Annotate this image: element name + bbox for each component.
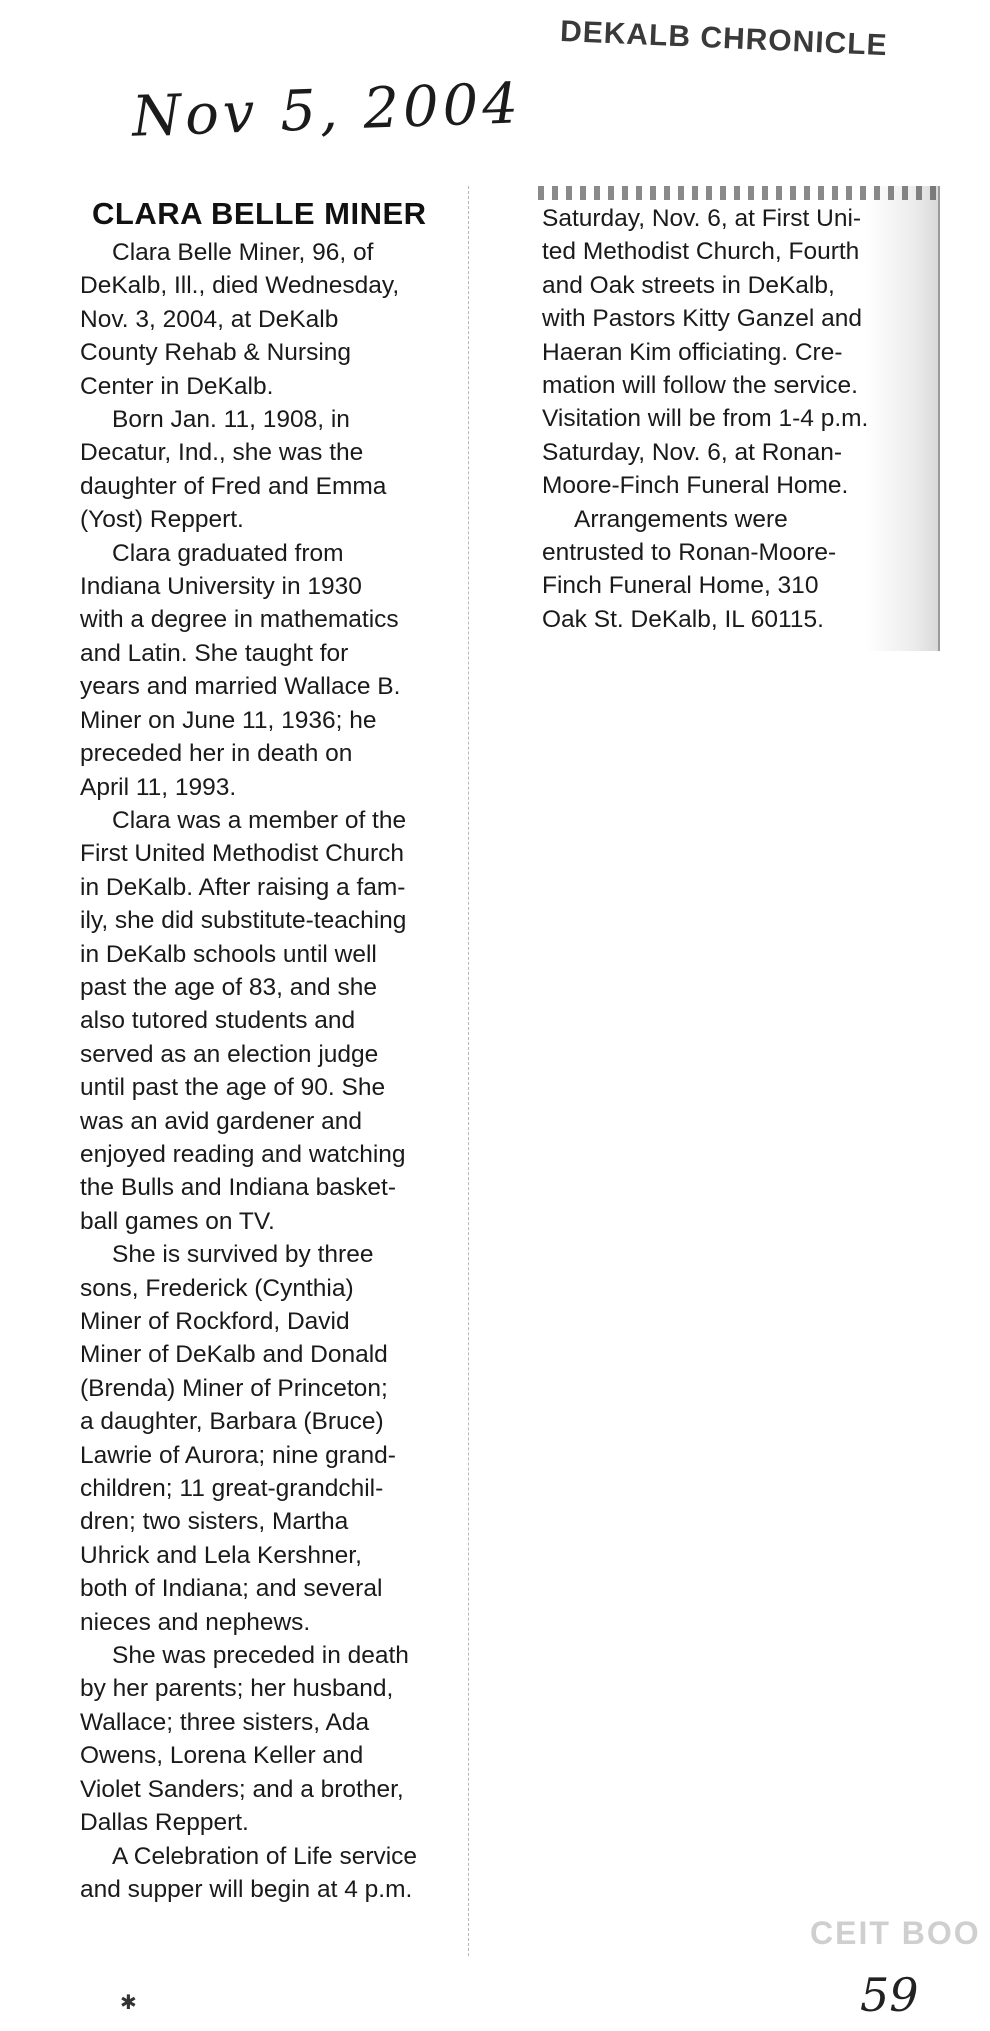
paragraph-line: Dallas Reppert.: [80, 1809, 249, 1837]
paragraph-line: nieces and nephews.: [80, 1608, 311, 1636]
paragraph-line: Violet Sanders; and a brother,: [80, 1775, 404, 1803]
paragraph-line: a daughter, Barbara (Bruce): [80, 1408, 384, 1436]
paragraph-line: Finch Funeral Home, 310: [542, 572, 819, 600]
paragraph-line: Saturday, Nov. 6, at First Uni-: [542, 205, 862, 232]
paragraph-line: Arrangements were: [574, 505, 788, 533]
paragraph-line: entrusted to Ronan-Moore-: [542, 539, 837, 567]
paragraph-line: First United Methodist Church: [80, 840, 405, 868]
obituary-paragraph: [80, 236, 468, 403]
paragraph-line: the Bulls and Indiana basket-: [80, 1174, 396, 1202]
obituary-right-column: [538, 186, 940, 651]
paragraph-line: until past the age of 90. She: [80, 1074, 386, 1102]
paragraph-line: ball games on TV.: [80, 1207, 275, 1235]
handwritten-page-number: 59: [860, 1968, 919, 2022]
ink-speck-icon: ✱: [120, 1992, 137, 2014]
paragraph-line: April 11, 1993.: [80, 773, 237, 801]
paragraph-line: (Yost) Reppert.: [80, 506, 244, 534]
paragraph-line: Miner of DeKalb and Donald: [80, 1341, 388, 1369]
paragraph-line: A Celebration of Life service: [112, 1842, 418, 1870]
paragraph-line: in DeKalb schools until well: [80, 940, 377, 968]
paragraph-line: and Latin. She taught for: [80, 639, 349, 667]
paragraph-line: daughter of Fred and Emma: [80, 472, 387, 500]
paragraph-line: Visitation will be from 1-4 p.m.: [542, 405, 869, 433]
obituary-paragraph: [80, 1840, 468, 1907]
paragraph-line: also tutored students and: [80, 1007, 356, 1035]
paragraph-line: Owens, Lorena Keller and: [80, 1742, 364, 1770]
paragraph-line: ily, she did substitute-teaching: [80, 907, 407, 935]
obituary-paragraph: [80, 537, 468, 804]
obituary-paragraph: [80, 1238, 468, 1639]
paragraph-line: by her parents; her husband,: [80, 1675, 394, 1703]
paragraph-line: Nov. 3, 2004, at DeKalb: [80, 305, 339, 333]
paragraph-line: ted Methodist Church, Fourth: [542, 238, 860, 266]
paragraph-line: with a degree in mathematics: [80, 606, 399, 634]
paragraph-line: sons, Frederick (Cynthia): [80, 1274, 354, 1302]
paragraph-line: children; 11 great-grandchil-: [80, 1475, 384, 1503]
paragraph-line: Miner on June 11, 1936; he: [80, 706, 377, 734]
paragraph-line: Wallace; three sisters, Ada: [80, 1708, 370, 1736]
obituary-paragraph: [80, 403, 468, 537]
paragraph-line: (Brenda) Miner of Princeton;: [80, 1374, 388, 1402]
paragraph-line: Clara was a member of the: [112, 806, 407, 834]
paragraph-line: past the age of 83, and she: [80, 973, 377, 1001]
paragraph-line: Uhrick and Lela Kershner,: [80, 1541, 362, 1569]
paragraph-line: Decatur, Ind., she was the: [80, 439, 364, 467]
paragraph-line: Center in DeKalb.: [80, 372, 274, 400]
paragraph-line: Lawrie of Aurora; nine grand-: [80, 1441, 396, 1469]
paragraph-line: and Oak streets in DeKalb,: [542, 271, 835, 299]
paragraph-line: was an avid gardener and: [80, 1107, 362, 1135]
obituary-paragraph: [542, 202, 938, 503]
paragraph-line: Haeran Kim officiating. Cre-: [542, 338, 843, 366]
right-column-body: [538, 186, 938, 636]
paragraph-line: in DeKalb. After raising a fam-: [80, 873, 406, 901]
paragraph-line: She was preceded in death: [112, 1642, 409, 1670]
obituary-headline: CLARA BELLE MINER: [92, 196, 427, 231]
paragraph-line: Born Jan. 11, 1908, in: [112, 406, 350, 434]
handwritten-date: Nov 5, 2004: [130, 71, 523, 150]
paragraph-line: both of Indiana; and several: [80, 1575, 383, 1603]
paragraph-line: dren; two sisters, Martha: [80, 1508, 349, 1536]
clipping-torn-edge: [538, 186, 938, 200]
paragraph-line: mation will follow the service.: [542, 372, 858, 400]
paragraph-line: Oak St. DeKalb, IL 60115.: [542, 605, 824, 633]
paragraph-line: enjoyed reading and watching: [80, 1140, 406, 1168]
paragraph-line: with Pastors Kitty Ganzel and: [542, 305, 863, 333]
paragraph-line: served as an election judge: [80, 1040, 379, 1068]
paragraph-line: Saturday, Nov. 6, at Ronan-: [542, 438, 843, 466]
left-column-body: [68, 236, 468, 1906]
faded-stamp: CEIT BOO: [810, 1915, 981, 1951]
paragraph-line: DeKalb, Ill., died Wednesday,: [80, 272, 400, 300]
paragraph-line: preceded her in death on: [80, 740, 353, 768]
obituary-paragraph: [542, 503, 938, 637]
obituary-left-column: [68, 186, 469, 1956]
paragraph-line: She is survived by three: [112, 1241, 374, 1269]
paragraph-line: Clara Belle Miner, 96, of: [112, 239, 374, 266]
paragraph-line: County Rehab & Nursing: [80, 339, 352, 367]
paragraph-line: and supper will begin at 4 p.m.: [80, 1875, 413, 1903]
obituary-paragraph: [80, 804, 468, 1238]
paragraph-line: Clara graduated from: [112, 539, 344, 567]
obituary-paragraph: [80, 1639, 468, 1839]
paragraph-line: Moore-Finch Funeral Home.: [542, 472, 849, 500]
masthead: DEKALB CHRONICLE: [559, 14, 889, 63]
paragraph-line: Indiana University in 1930: [80, 573, 362, 601]
paragraph-line: Miner of Rockford, David: [80, 1308, 350, 1335]
paragraph-line: years and married Wallace B.: [80, 673, 401, 701]
